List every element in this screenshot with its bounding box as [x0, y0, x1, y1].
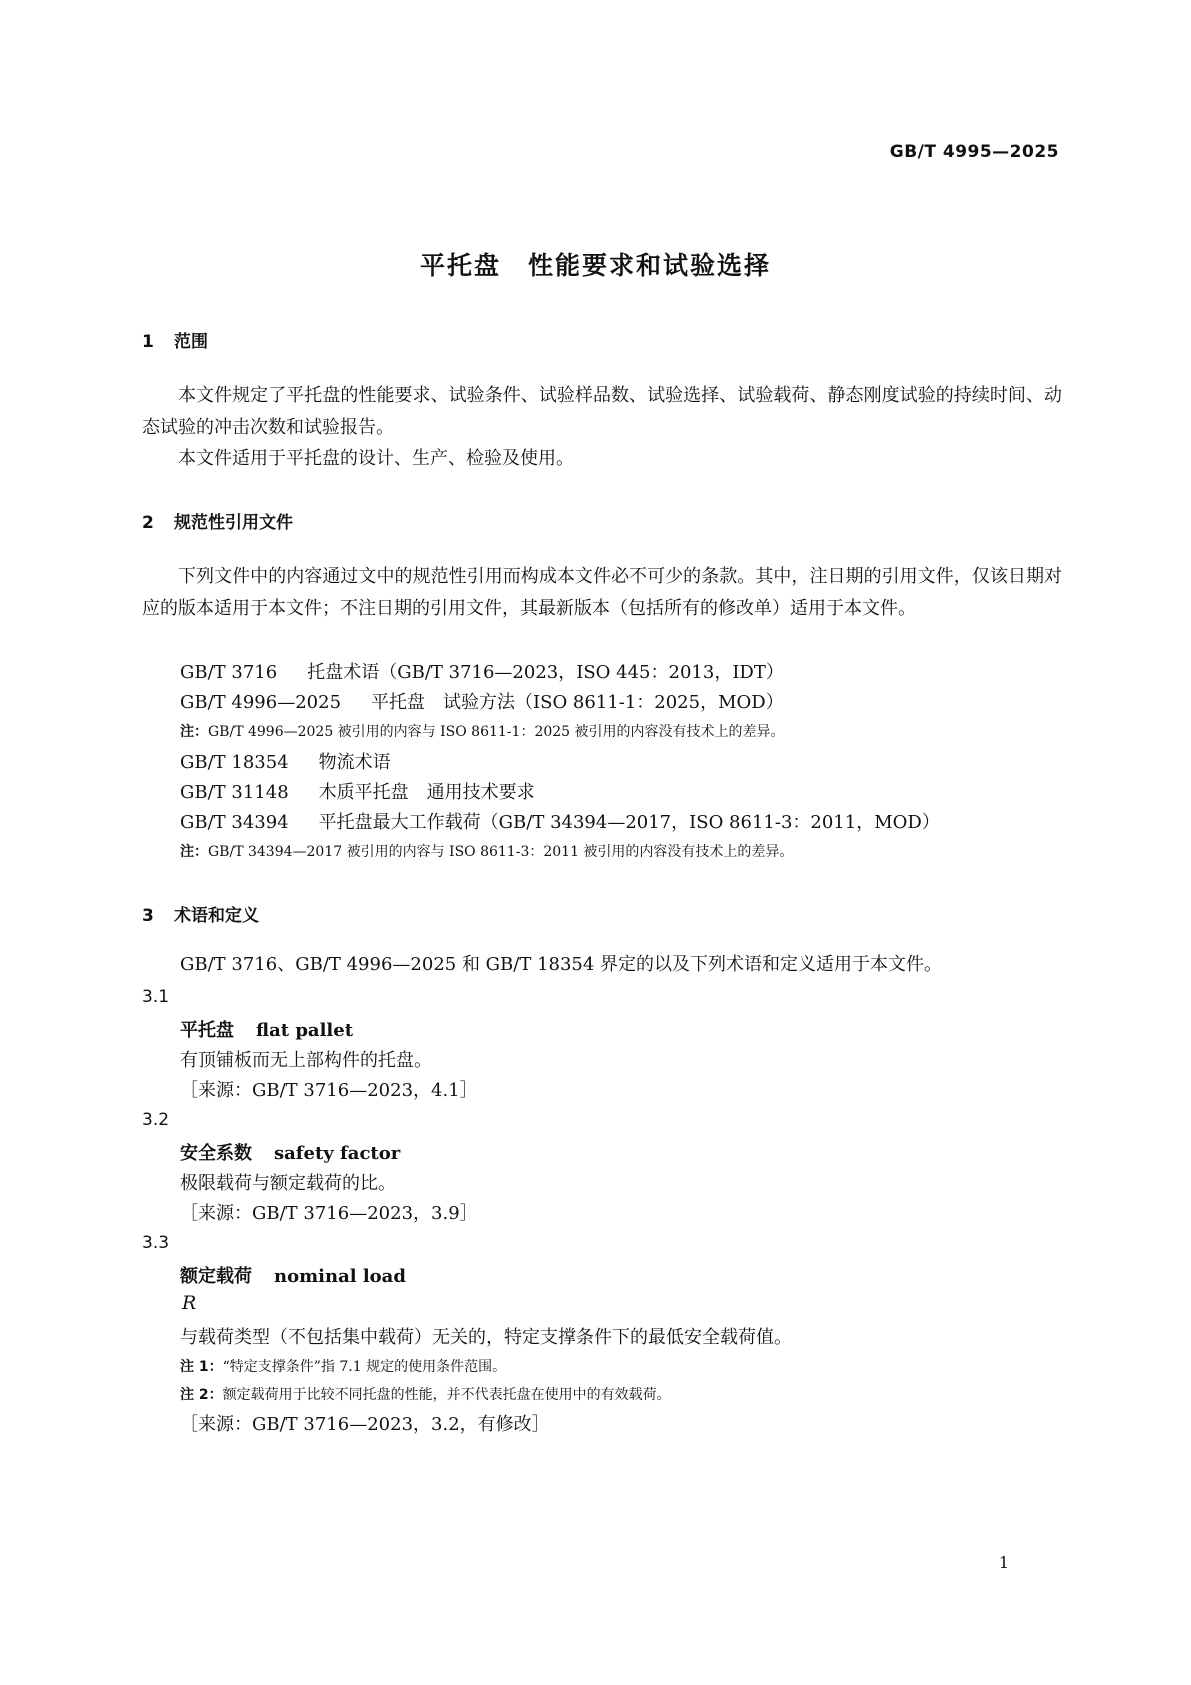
section-title: 范围 [174, 332, 208, 352]
section-number: 1 [142, 332, 154, 352]
section-title: 规范性引用文件 [174, 513, 293, 533]
reference-title: 木质平托盘 通用技术要求 [318, 782, 535, 803]
reference-code: GB/T 31148 [180, 782, 289, 803]
term-definition: 有顶铺板而无上部构件的托盘。 [180, 1050, 432, 1071]
reference-title: 物流术语 [318, 752, 391, 773]
term-chinese: 平托盘 [180, 1020, 234, 1041]
section-1-heading [142, 327, 208, 352]
section-title: 术语和定义 [174, 906, 259, 926]
standard-number: GB/T 4995—2025 [889, 142, 1059, 162]
section-3-paragraph: GB/T 3716、GB/T 4996—2025 和 GB/T 18354 界定的以及下列术语和定义适用于本文件。 [180, 954, 943, 975]
reference-title: 平托盘 试验方法（ISO 8611-1：2025，MOD） [371, 692, 784, 713]
term-source: ［来源：GB/T 3716—2023，4.1］ [180, 1080, 478, 1101]
term-definition: 极限载荷与额定载荷的比。 [180, 1173, 396, 1194]
page-number: 1 [998, 1553, 1009, 1572]
term-chinese: 额定载荷 [180, 1266, 252, 1287]
reference-title: 托盘术语（GB/T 3716—2023，ISO 445：2013，IDT） [307, 662, 784, 683]
term-definition: 与载荷类型（不包括集中载荷）无关的，特定支撑条件下的最低安全载荷值。 [180, 1327, 792, 1348]
term-note [180, 1356, 506, 1376]
note-text: 额定载荷用于比较不同托盘的性能，并不代表托盘在使用中的有效载荷。 [222, 1387, 671, 1403]
reference-code: GB/T 4996—2025 [180, 692, 342, 713]
note-label: 注： [180, 844, 208, 860]
reference-note [180, 841, 793, 861]
section-1-paragraph-2: 本文件适用于平托盘的设计、生产、检验及使用。 [178, 448, 574, 469]
reference-item [180, 658, 784, 684]
term-english: nominal load [274, 1266, 406, 1287]
term-note [180, 1384, 671, 1404]
section-3-heading [142, 901, 259, 926]
reference-item [180, 748, 391, 774]
term-heading [180, 1139, 400, 1165]
term-source: ［来源：GB/T 3716—2023，3.9］ [180, 1203, 478, 1224]
section-1-paragraph-1: 本文件规定了平托盘的性能要求、试验条件、试验样品数、试验选择、试验载荷、静态刚度试验的持续时间、动态试验的冲击次数和试验报告。 [142, 385, 1062, 438]
section-2-paragraph: 下列文件中的内容通过文中的规范性引用而构成本文件必不可少的条款。其中，注日期的引用文件，仅该日期对应的版本适用于本文件；不注日期的引用文件，其最新版本（包括所有的修改单）适用于本文件。 [142, 566, 1062, 619]
reference-item [180, 808, 940, 834]
reference-title: 平托盘最大工作载荷（GB/T 34394—2017，ISO 8611-3：2011，MOD） [318, 812, 940, 833]
note-text: GB/T 34394—2017 被引用的内容与 ISO 8611-3：2011 被引用的内容没有技术上的差异。 [208, 844, 794, 860]
reference-item [180, 688, 784, 714]
term-symbol: R [182, 1292, 197, 1314]
term-number: 3.3 [142, 1233, 170, 1253]
term-heading [180, 1016, 353, 1042]
term-english: flat pallet [256, 1020, 354, 1041]
section-number: 2 [142, 513, 154, 533]
reference-code: GB/T 34394 [180, 812, 289, 833]
note-label: 注 2： [180, 1387, 223, 1403]
section-number: 3 [142, 906, 154, 926]
reference-code: GB/T 18354 [180, 752, 289, 773]
note-label: 注 1： [180, 1359, 223, 1375]
reference-note [180, 721, 785, 741]
note-text: GB/T 4996—2025 被引用的内容与 ISO 8611-1：2025 被引用的内容没有技术上的差异。 [208, 724, 785, 740]
term-source: ［来源：GB/T 3716—2023，3.2，有修改］ [180, 1414, 550, 1435]
term-english: safety factor [274, 1143, 401, 1164]
note-text: “特定支撑条件”指 7.1 规定的使用条件范围。 [222, 1359, 507, 1375]
reference-item [180, 778, 535, 804]
term-number: 3.2 [142, 1110, 170, 1130]
document-title: 平托盘 性能要求和试验选择 [419, 251, 771, 280]
term-number: 3.1 [142, 987, 170, 1007]
note-label: 注： [180, 724, 208, 740]
reference-code: GB/T 3716 [180, 662, 278, 683]
term-heading [180, 1262, 406, 1288]
section-2-heading [142, 508, 293, 533]
term-chinese: 安全系数 [180, 1143, 252, 1164]
